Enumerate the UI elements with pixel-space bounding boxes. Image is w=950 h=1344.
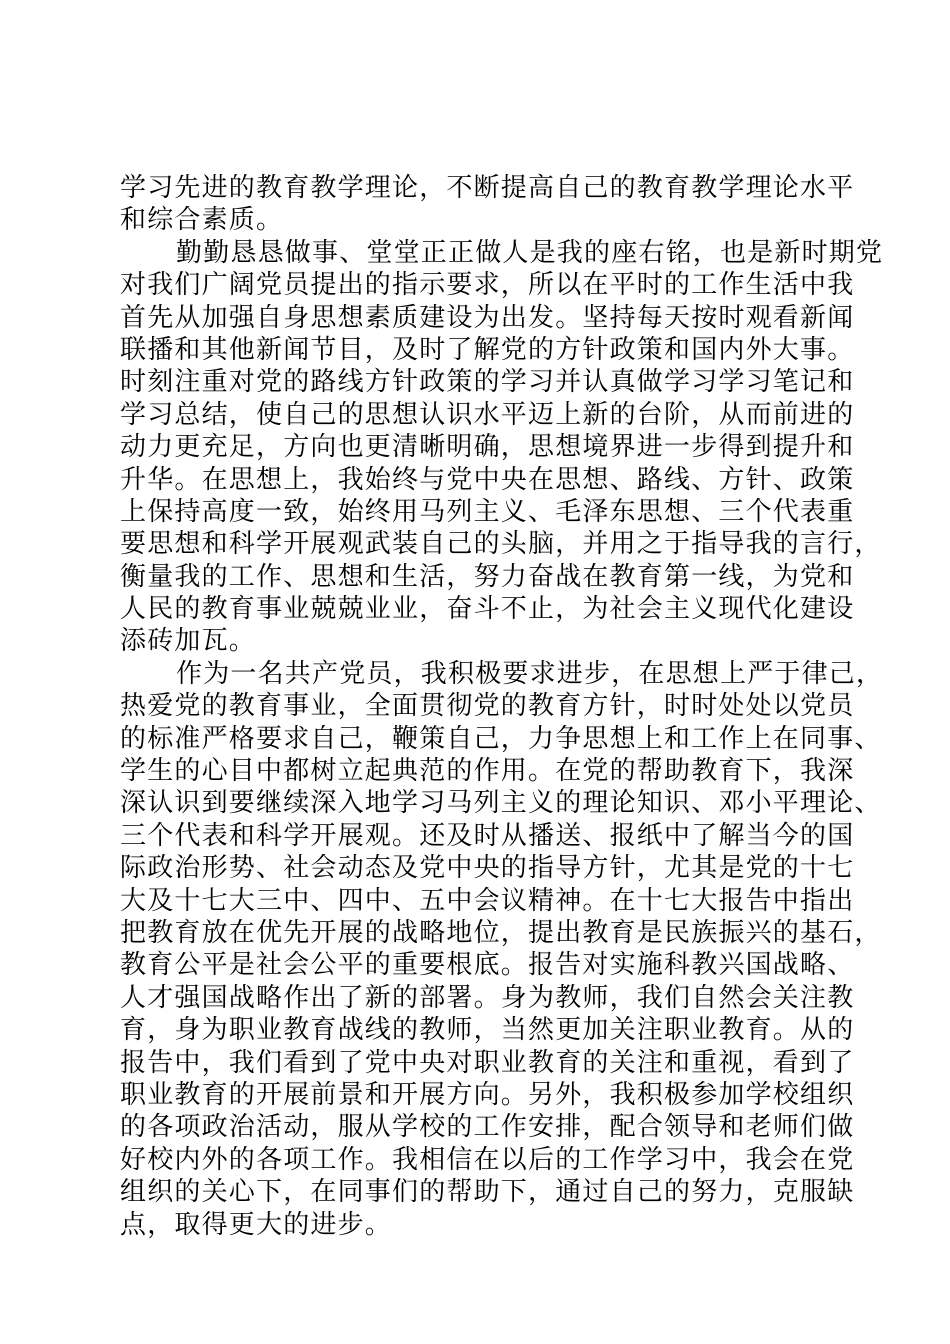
text-line: 衡量我的工作、思想和生活，努力奋战在教育第一线，为党和 — [120, 561, 855, 592]
text-line: 组织的关心下，在同事们的帮助下，通过自己的努力，克服缺 — [120, 1177, 855, 1208]
text-line: 对我们广阔党员提出的指示要求，所以在平时的工作生活中我 — [120, 270, 855, 301]
paragraph-start-line: 勤勤恳恳做事、堂堂正正做人是我的座右铭，也是新时期党 — [176, 237, 884, 268]
text-line: 学习总结，使自己的思想认识水平迈上新的台阶，从而前进的 — [120, 399, 855, 430]
text-line: 把教育放在优先开展的战略地位，提出教育是民族振兴的基石， — [120, 917, 882, 948]
text-line: 的各项政治活动，服从学校的工作安排，配合领导和老师们做 — [120, 1112, 855, 1143]
text-line: 人才强国战略作出了新的部署。身为教师，我们自然会关注教 — [120, 982, 855, 1013]
text-line: 好校内外的各项工作。我相信在以后的工作学习中，我会在党 — [120, 1144, 855, 1175]
text-line: 添砖加瓦。 — [120, 626, 257, 657]
text-line: 职业教育的开展前景和开展方向。另外，我积极参加学校组织 — [120, 1079, 855, 1110]
text-line: 深认识到要继续深入地学习马列主义的理论知识、邓小平理论、 — [120, 788, 882, 819]
text-line: 学生的心目中都树立起典范的作用。在党的帮助教育下，我深 — [120, 756, 855, 787]
body-text — [120, 172, 884, 1241]
text-line: 上保持高度一致，始终用马列主义、毛泽东思想、三个代表重 — [120, 496, 855, 527]
text-line: 教育公平是社会公平的重要根底。报告对实施科教兴国战略、 — [120, 950, 855, 981]
text-line: 时刻注重对党的路线方针政策的学习并认真做学习学习笔记和 — [120, 367, 855, 398]
text-line: 的标准严格要求自己，鞭策自己，力争思想上和工作上在同事、 — [120, 723, 882, 754]
text-line: 三个代表和科学开展观。还及时从播送、报纸中了解当今的国 — [120, 820, 855, 851]
text-line: 动力更充足，方向也更清晰明确，思想境界进一步得到提升和 — [120, 432, 855, 463]
text-line: 大及十七大三中、四中、五中会议精神。在十七大报告中指出 — [120, 885, 855, 916]
text-line: 点，取得更大的进步。 — [120, 1209, 393, 1240]
text-line: 联播和其他新闻节目，及时了解党的方针政策和国内外大事。 — [120, 334, 855, 365]
text-line: 首先从加强自身思想素质建设为出发。坚持每天按时观看新闻 — [120, 302, 855, 333]
text-line: 和综合素质。 — [120, 205, 284, 236]
text-line: 学习先进的教育教学理论，不断提高自己的教育教学理论水平 — [120, 173, 855, 203]
paragraph-start-line: 作为一名共产党员，我积极要求进步，在思想上严于律己， — [176, 658, 884, 689]
text-line: 热爱党的教育事业，全面贯彻党的教育方针，时时处处以党员 — [120, 691, 855, 722]
text-line: 要思想和科学开展观武装自己的头脑，并用之于指导我的言行， — [120, 529, 882, 560]
text-line: 报告中，我们看到了党中央对职业教育的关注和重视，看到了 — [120, 1047, 855, 1078]
text-line: 育，身为职业教育战线的教师，当然更加关注职业教育。从的 — [120, 1015, 855, 1046]
text-line: 际政治形势、社会动态及党中央的指导方针，尤其是党的十七 — [120, 853, 855, 884]
text-line: 升华。在思想上，我始终与党中央在思想、路线、方针、政策 — [120, 464, 855, 495]
text-line: 人民的教育事业兢兢业业，奋斗不止，为社会主义现代化建设 — [120, 594, 855, 625]
